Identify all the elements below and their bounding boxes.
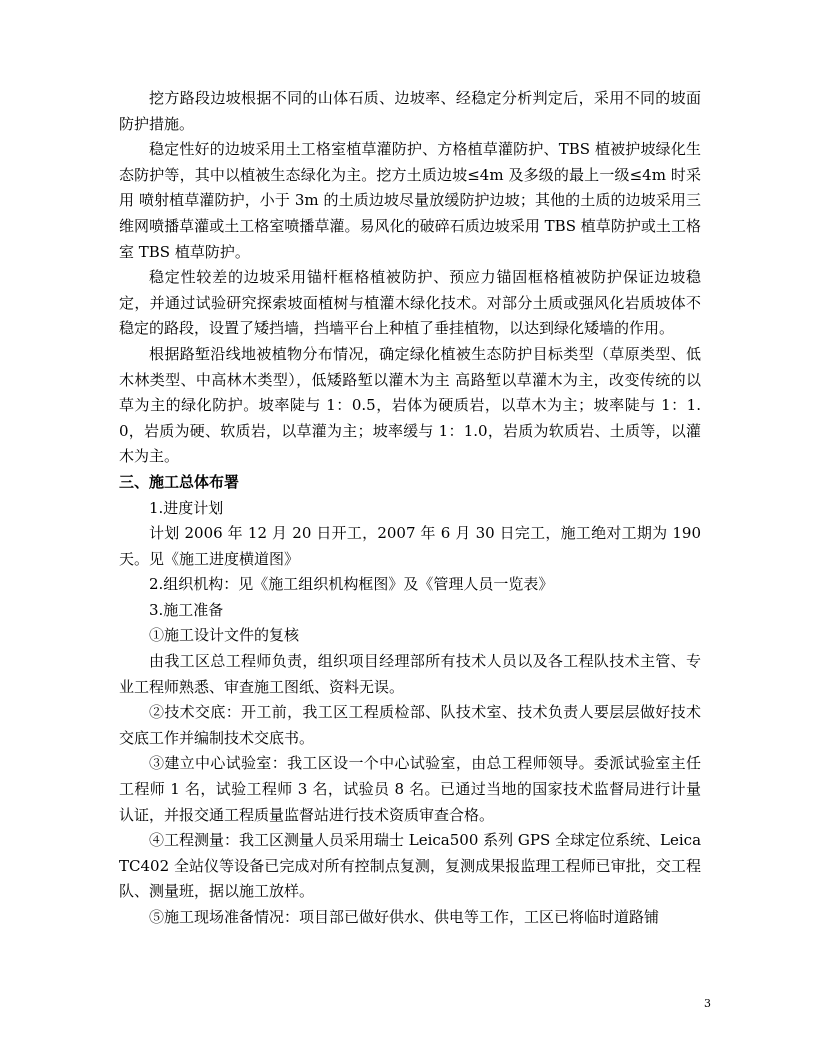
- paragraph: ①施工设计文件的复核: [149, 626, 300, 645]
- document-body: [119, 86, 701, 931]
- paragraph: 由我工区总工程师负责，组织项目经理部所有技术人员以及各工程队技术主管、专业工程师熟悉、审查施工图纸、资料无误。: [119, 652, 701, 696]
- section-heading: 三、施工总体布署: [119, 472, 240, 491]
- paragraph: 根据路堑沿线地被植物分布情况，确定绿化植被生态防护目标类型（草原类型、低木林类型、中高林木类型），低矮路堑以灌木为主 高路堑以草灌木为主，改变传统的以草为主的绿化防护。坡率陡与 1：0.5，岩体为硬质岩，以草木为主；坡率陡与 1：1.0，岩质为硬、软质岩，以草灌为主；坡率缓与 1：1.0，岩质为软质岩、土质等，以灌木为主。: [119, 344, 701, 466]
- paragraph: 1.进度计划: [149, 498, 224, 517]
- page-number: 3: [704, 997, 711, 1010]
- paragraph: 计划 2006 年 12 月 20 日开工，2007 年 6 月 30 日完工，施工绝对工期为 190 天。见《施工进度横道图》: [119, 524, 701, 568]
- paragraph: 3.施工准备: [149, 600, 224, 619]
- paragraph: ④工程测量：我工区测量人员采用瑞士 Leica500 系列 GPS 全球定位系统、LeicaTC402 全站仪等设备已完成对所有控制点复测，复测成果报监理工程师已审批，交工程队、测量班，据以施工放样。: [119, 831, 702, 901]
- paragraph: 2.组织机构：见《施工组织机构框图》及《管理人员一览表》: [149, 575, 554, 594]
- paragraph: 稳定性好的边坡采用土工格室植草灌防护、方格植草灌防护、TBS 植被护坡绿化生态防护等，其中以植被生态绿化为主。挖方土质边坡≤4m 及多级的最上一级≤4m 时采用 喷射植草灌防护，小于 3m 的土质边坡尽量放缓防护边坡；其他的土质的边坡采用三维网喷播草灌或土工格室喷播草灌。易风化的破碎石质边坡采用 TBS 植草防护或土工格室 TBS 植草防护。: [119, 140, 701, 261]
- paragraph: ⑤施工现场准备情况：项目部已做好供水、供电等工作，工区已将临时道路铺: [149, 908, 660, 926]
- paragraph: 挖方路段边坡根据不同的山体石质、边坡率、经稳定分析判定后，采用不同的坡面防护措施。: [119, 89, 701, 133]
- paragraph: 稳定性较差的边坡采用锚杆框格植被防护、预应力锚固框格植被防护保证边坡稳定，并通过试验研究探索坡面植树与植灌木绿化技术。对部分土质或强风化岩质坡体不稳定的路段，设置了矮挡墙，挡墙平台上种植了垂挂植物，以达到绿化矮墙的作用。: [119, 268, 701, 338]
- paragraph: ②技术交底：开工前，我工区工程质检部、队技术室、技术负责人要层层做好技术交底工作并编制技术交底书。: [119, 703, 701, 747]
- paragraph: ③建立中心试验室：我工区设一个中心试验室，由总工程师领导。委派试验室主任工程师 1 名，试验工程师 3 名，试验员 8 名。已通过当地的国家技术监督局进行计量认证，并报交通工程质量监督站进行技术资质审查合格。: [119, 754, 701, 824]
